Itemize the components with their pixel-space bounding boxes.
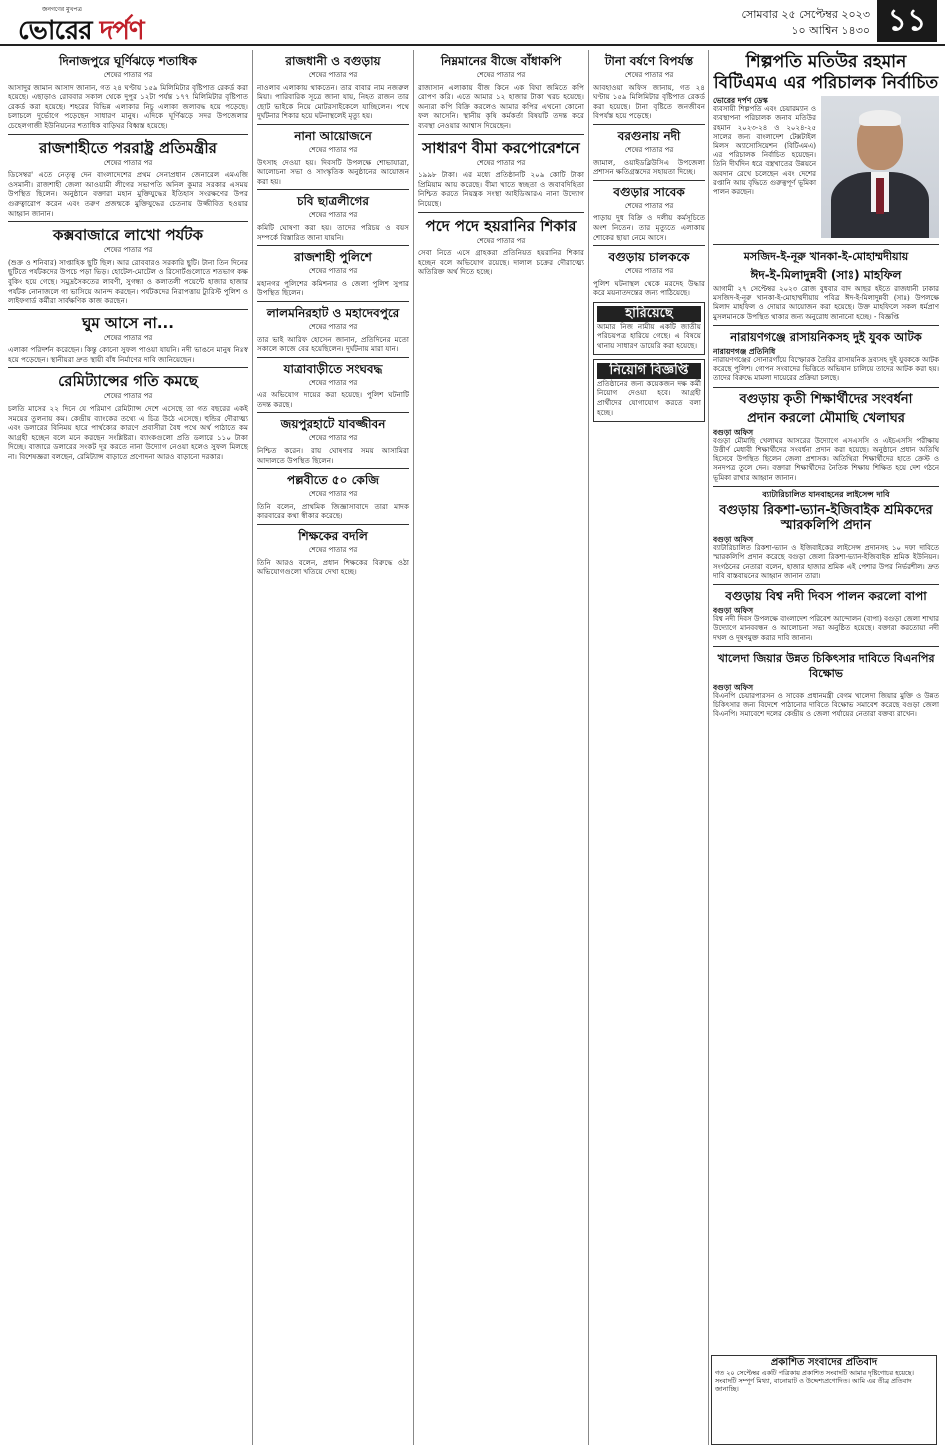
column-3 [418, 50, 584, 1445]
article-body: পুলিশ ঘটনাস্থল থেকে মরদেহ উদ্ধার করে ময়নাতদন্তের জন্য পাঠিয়েছে। [593, 278, 705, 298]
article-body: আবহাওয়া অফিস জানায়, গত ২৪ ঘণ্টায় ১৫৯ মিলিমিটার বৃষ্টিপাত রেকর্ড করা হয়েছে। টানা বৃষ্টিতে জনজীবন বিপর্যস্ত হয়ে পড়েছে। [593, 82, 705, 121]
continuation-label: শেষের পাতার পর [103, 333, 153, 342]
article-body: বগুড়া মৌমাছি খেলাঘর আসরের উদ্যোগে এসএসসি ও এইচএসসি পরীক্ষায় উত্তীর্ণ মেধাবী শিক্ষার্থীদের সংবর্ধনা প্রদান করা হয়েছে। অনুষ্ঠানে প্রধান অতিথি হিসেবে উপস্থিত ছিলেন জেলা প্রশাসক। অতিথিরা শিক্ষার্থীদের হাতে ক্রেস্ট ও সনদপত্র তুলে দেন। বক্তারা শিক্ষার্থীদের নৈতিক শিক্ষায় শিক্ষিত হয়ে দেশ গঠনে ভূমিকা রাখার আহ্বান জানান। [713, 436, 939, 482]
headline[interactable]: বগুড়ার সাবেক [613, 184, 685, 199]
headline[interactable]: লালমনিরহাট ও মহাদেবপুরে [266, 305, 400, 320]
article-body: (শুক্র ও শনিবার) সাপ্তাহিক ছুটি ছিল। আর রোববারও সরকারি ছুটি। টানা তিন দিনের ছুটিতে পর্যটকদের উপচে পড়া ভিড়। হোটেল-মোটেল ও রিসোর্টগুলোতে শতভাগ কক্ষ বুকিং হয়ে গেছে। সমুদ্রসৈকতের লাবণী, সুগন্ধা ও কলাতলী পয়েন্টে হাজার হাজার পর্যটক নোনাজলে গা ভাসিয়ে আনন্দ করছেন। পর্যটকদের নিরাপত্তায় ট্যুরিস্ট পুলিশ ও লাইফগার্ড কর্মীরা সার্বক্ষণিক কাজ করছেন। [8, 257, 248, 306]
headline[interactable]: রাজশাহীতে পররাষ্ট্র প্রতিমন্ত্রীর [39, 138, 217, 157]
divider [713, 325, 939, 326]
headline[interactable]: পল্লবীতে ৫০ কেজি [287, 473, 379, 488]
protest-notice-box [711, 1355, 937, 1445]
divider [713, 486, 939, 487]
byline: নারায়ণগঞ্জ প্রতিনিধি [713, 346, 776, 356]
column-divider [588, 50, 589, 1445]
article-body: পাড়ায় দুধ বিক্রি ও দলীয় কর্মসূচিতে অংশ নিতেন। তার মৃত্যুতে এলাকায় শোকের ছায়া নেমে আসে। [593, 213, 705, 242]
article-body: এলাকা পরিদর্শন করেছেন। কিন্তু কোনো সুফল পাওয়া যায়নি। নদী ভাঙনে মানুষ নিঃস্ব হয়ে পড়েছেন। স্থানীয়রা দ্রুত স্থায়ী বাঁধ নির্মাণের দাবি জানিয়েছেন। [8, 345, 248, 364]
continuation-label: শেষের পাতার পর [103, 71, 153, 79]
article-body: চলতি মাসের ২২ দিনে যে পরিমাণ রেমিট্যান্স দেশে এসেছে তা গত বছরের একই সময়ের তুলনায় কম। কেন্দ্রীয় ব্যাংকের তথ্যে এ চিত্র উঠে এসেছে। হুন্ডির দৌরাত্ম্য এবং ডলারের বিনিময় হারে পার্থক্যের কারণে প্রবাসীরা বৈধ পথে অর্থ পাঠাতে কম আগ্রহী হচ্ছেন বলে মনে করছেন সংশ্লিষ্টরা। ব্যাংকগুলো প্রতি ডলারে ১১০ টাকা দিচ্ছে। বাজারে ডলারের সংকট দূর করতে নানা উদ্যোগ নেওয়া হলেও সুফল মিলছে না। বিশেষজ্ঞরা বলছেন, রেমিট্যান্স বাড়াতে প্রণোদনা আরও বাড়ানো দরকার। [8, 404, 248, 462]
article-body: ডিসেম্বর' এতে নেতৃত্ব দেন বাংলাদেশের প্রথম সেনাপ্রধান জেনারেল এমএজি ওসমানী। রাজশাহী জেলা আওয়ামী লীগের সভাপতি অনিল কুমার সরকার এসময় উপস্থিত ছিলেন। অনুষ্ঠানে বক্তারা মহান মুক্তিযুদ্ধের ইতিহাস সংরক্ষণের উপর গুরুত্বারোপ করেন এবং তরুণ প্রজন্মকে মুক্তিযুদ্ধের চেতনায় উজ্জীবিত হওয়ার আহ্বান জানান। [8, 170, 248, 218]
article-body: ব্যবসায়ী শিল্পপতি এবং চেয়ারম্যান ও ব্যবস্থাপনা পরিচালক জনাব মতিউর রহমান ২০২৩-২৪ ও ২০২৪-২৫ সালের জন্য বাংলাদেশ টেক্সটাইল মিলস অ্যাসোসিয়েশন (বিটিএমএ) এর পরিচালক নির্বাচিত হয়েছেন। তিনি দীর্ঘদিন ধরে বস্ত্রখাতের উন্নয়নে অবদান রেখে চলেছেন এবং দেশের রপ্তানি আয় বৃদ্ধিতে গুরুত্বপূর্ণ ভূমিকা পালন করছেন। [713, 105, 816, 197]
divider [8, 367, 248, 368]
headline[interactable]: রেমিট্যান্সের গতি কমছে [58, 372, 198, 391]
byline: বগুড়া অফিস [713, 682, 754, 692]
divider [257, 468, 409, 469]
headline[interactable]: দিনাজপুরে ঘূর্ণিঝড়ে শতাধিক [59, 54, 197, 68]
continuation-label: শেষের পাতার পর [103, 246, 153, 255]
lost-notice-title: হারিয়েছে [597, 306, 701, 322]
headline[interactable]: খালেদা জিয়ার উন্নত চিকিৎসার দাবিতে বিএনপির বিক্ষোভ [717, 651, 935, 680]
divider [257, 301, 409, 302]
continuation-label: শেষের পাতার পর [624, 145, 674, 154]
divider [257, 245, 409, 246]
date-gregorian: সোমবার ২৫ সেপ্টেম্বর ২০২৩ [741, 8, 870, 21]
continuation-label: শেষের পাতার পর [308, 490, 358, 499]
continuation-label: শেষের পাতার পর [476, 236, 526, 245]
recruitment-box [593, 359, 705, 422]
protest-notice-body: গত ২০ সেপ্টেম্বর একটি পত্রিকায় প্রকাশিত সংবাদটি আমার দৃষ্টিগোচর হয়েছে। সংবাদটি সম্পূর্ণ মিথ্যা, বানোয়াট ও উদ্দেশ্যপ্রণোদিত। আমি এর তীব্র প্রতিবাদ জানাচ্ছি। [715, 1369, 914, 1393]
headline[interactable]: বগুড়ায় কৃতী শিক্ষার্থীদের সংবর্ধনা [739, 391, 913, 407]
headline[interactable]: শিক্ষকের বদলি [298, 529, 368, 544]
headline[interactable]: টানা বর্ষণে বিপর্যস্ত [604, 54, 694, 68]
article-body: রাজাসান এলাকায় বীজ কিনে এক বিঘা জমিতে কপি রোপণ করি। এতে আমার ১২ হাজার টাকা খরচ হয়েছে। অন্যরা কপি বিক্রি করলেও আমার কপির এখনো কোনো ফল আসেনি। স্থানীয় কৃষি কর্মকর্তা বিষয়টি তদন্ত করে ব্যবস্থা নেওয়ার আশ্বাস দিয়েছেন। [418, 82, 584, 130]
column-divider [708, 50, 709, 1445]
protest-notice-title: প্রকাশিত সংবাদের প্রতিবাদ [770, 1357, 878, 1368]
article-body: ১৯৯৮ টাকা। এর মধ্যে প্রতিষ্ঠানটি ২০৯ কোটি টাকা প্রিমিয়াম আয় করেছে। বীমা খাতে স্বচ্ছতা ও জবাবদিহিতা নিশ্চিত করতে নিয়ন্ত্রক সংস্থা আইডিআরএ নানা উদ্যোগ নিয়েছে। [418, 170, 584, 208]
divider [713, 646, 939, 647]
divider [593, 124, 705, 125]
divider [257, 412, 409, 413]
continuation-label: শেষের পাতার পর [624, 201, 674, 210]
article-body: এর অভিযোগ দায়ের করা হয়েছে। পুলিশ ঘটনাটি তদন্ত করছে। [257, 390, 409, 409]
divider [257, 189, 409, 190]
newspaper-logo[interactable] [18, 10, 144, 54]
continuation-label: শেষের পাতার পর [308, 145, 358, 154]
recruitment-title: নিয়োগ বিজ্ঞপ্তি [597, 363, 701, 379]
article-body: উৎসাহ দেওয়া হয়। দিবসটি উপলক্ষে শোভাযাত্রা, আলোচনা সভা ও সাংস্কৃতিক অনুষ্ঠানের আয়োজন করা হয়। [257, 157, 409, 186]
continuation-label: শেষের পাতার পর [308, 322, 358, 331]
byline: বগুড়া অফিস [713, 535, 754, 545]
continuation-label: শেষের পাতার পর [103, 392, 153, 401]
article-body: আসাদুর জামান আসাদ জানান, গত ২৪ ঘণ্টায় ১৫৯ মিলিমিটার বৃষ্টিপাত রেকর্ড করা হয়েছে। এছাড়াও রোববার সকাল থেকে দুপুর ১২টা পর্যন্ত ১৭৭ মিলিমিটার বৃষ্টিপাত রেকর্ড করা হয়েছে। শহরের বিভিন্ন এলাকার নিচু এলাকা জলাবদ্ধ হয়ে পড়েছে। চলাচলে দুর্ভোগে পড়েছেন সাধারণ মানুষ। এদিকে ঘূর্ণিঝড়ে সদর উপজেলার চেহেলগাজী ইউনিয়নের শতাধিক বাড়িঘর বিধ্বস্ত হয়েছে। [8, 82, 248, 130]
lost-notice-box [593, 302, 705, 355]
kicker: ব্যাটারিচালিত যানবাহনের লাইসেন্স দাবি [762, 488, 890, 499]
divider [593, 245, 705, 246]
continuation-label: শেষের পাতার পর [308, 434, 358, 443]
headline[interactable]: ঈদ-ই-মিলাদুন্নবী (সাঃ) মাহফিল [750, 268, 902, 282]
article-body: তিনি আরও বলেন, প্রধান শিক্ষকের বিরুদ্ধে ওঠা অভিযোগগুলো খতিয়ে দেখা হচ্ছে। [257, 557, 409, 577]
divider [257, 124, 409, 125]
column-2 [257, 50, 409, 1445]
divider [8, 221, 248, 222]
column-4 [593, 50, 705, 1445]
headline[interactable]: জয়পুরহাটে যাবজ্জীবন [280, 417, 386, 432]
continuation-label: শেষের পাতার পর [476, 71, 526, 79]
article-body: ব্যাটারিচালিত রিকশা-ভ্যান ও ইজিবাইকের লাইসেন্স প্রদানসহ ১০ দফা দাবিতে স্মারকলিপি প্রদান করেছে বগুড়া জেলা রিকশা-ভ্যান-ইজিবাইক শ্রমিক ইউনিয়ন। সংগঠনের নেতারা বলেন, হাজার হাজার শ্রমিক এই পেশার উপর নির্ভরশীল। দ্রুত দাবি বাস্তবায়নের আহ্বান জানান তারা। [713, 544, 939, 580]
headline[interactable]: বগুড়ায় বিশ্ব নদী দিবস পালন করলো বাপা [725, 589, 927, 604]
article-body: সেবা নিতে এসে গ্রাহকরা প্রতিনিয়ত হয়রানির শিকার হচ্ছেন বলে অভিযোগ রয়েছে। দালাল চক্রের দৌরাত্ম্যে অতিরিক্ত অর্থ দিতে হচ্ছে। [418, 248, 584, 277]
divider [418, 134, 584, 135]
brand-tagline: জনগণের মুখপত্র [42, 6, 82, 13]
divider [713, 244, 939, 245]
headline[interactable]: সাধারণ বীমা করপোরেশনে [422, 138, 580, 157]
brand-part-1: ভোরের [18, 16, 92, 46]
article-body: নিশ্চিত করেন। রায় ঘোষণার সময় আসামিরা আদালতে উপস্থিত ছিলেন। [257, 446, 409, 465]
continuation-label: শেষের পাতার পর [308, 267, 358, 276]
article-body: জামাল, ওয়াইডব্লিউসিএ উপজেলা প্রশাসন ক্ষতিগ্রস্তদের সহায়তা দিচ্ছে। [593, 157, 705, 177]
byline: ভোরের দর্পণ ডেস্ক [713, 96, 768, 105]
lost-notice-body: আমার নিজ নামীয় একটি জাতীয় পরিচয়পত্র হারিয়ে গেছে। এ বিষয়ে থানায় সাধারণ ডায়েরি করা হয়েছে। [597, 321, 701, 350]
continuation-label: শেষের পাতার পর [624, 267, 674, 276]
divider [713, 387, 939, 388]
headline[interactable]: রাজশাহী পুলিশে [294, 250, 372, 265]
article-body: মহানগর পুলিশের কমিশনার ও জেলা পুলিশ সুপার উপস্থিত ছিলেন। [257, 278, 409, 298]
byline: বগুড়া অফিস [713, 427, 754, 437]
divider [593, 180, 705, 181]
headline[interactable]: রাজধানী ও বগুড়ায় [285, 54, 381, 68]
article-body: নাওলাব এলাকায় থাকতেন। তার বাবার নাম নজরুল মিয়া। পারিবারিক সূত্রে জানা যায়, নিহত রাজন তার ছোট ভাইকে নিয়ে মোটরসাইকেলে যাচ্ছিলেন। পথে দুর্ঘটনার শিকার হয়ে ঘটনাস্থলেই মৃত্যু হয়। [257, 82, 409, 121]
lead-headline[interactable]: শিল্পপতি মতিউর রহমান বিটিএমএ এর পরিচালক নির্বাচিত [713, 52, 939, 93]
divider [418, 212, 584, 213]
continuation-label: শেষের পাতার পর [476, 158, 526, 167]
article-body: নারায়ণগঞ্জের সোনারগাঁয়ে বিস্ফোরক তৈরির রাসায়নিক দ্রব্যসহ দুই যুবককে আটক করেছে পুলিশ। গোপন সংবাদের ভিত্তিতে অভিযান চালিয়ে তাদের আটক করা হয়। তাদের বিরুদ্ধে মামলা দায়েরের প্রক্রিয়া চলছে। [713, 356, 939, 383]
divider [257, 357, 409, 358]
headline[interactable]: চবি ছাত্রলীগের [297, 194, 369, 209]
article-body: কমিটি ঘোষণা করা হয়। তাদের পরিচয় ও বয়স সম্পর্কে বিস্তারিত জানা যায়নি। [257, 222, 409, 242]
continuation-label: শেষের পাতার পর [103, 158, 153, 167]
headline[interactable]: যাত্রাবাড়ীতে সংঘবদ্ধ [283, 361, 383, 376]
continuation-label: শেষের পাতার পর [308, 546, 358, 555]
article-body: বিএনপি চেয়ারপারসন ও সাবেক প্রধানমন্ত্রী বেগম খালেদা জিয়ার মুক্তি ও উন্নত চিকিৎসার জন্য বিদেশে পাঠানোর দাবিতে বিক্ষোভ সমাবেশ করেছে বগুড়া জেলা বিএনপি। সমাবেশে দলের কেন্দ্রীয় ও জেলা পর্যায়ের নেতারা বক্তব্য রাখেন। [713, 692, 939, 719]
divider [713, 584, 939, 585]
recruitment-body: প্রতিষ্ঠানের জন্য কয়েকজন দক্ষ কর্মী নিয়োগ দেওয়া হবে। আগ্রহী প্রার্থীদের যোগাযোগ করতে বলা হচ্ছে। [597, 378, 701, 417]
headline[interactable]: বগুড়ায় চালককে [608, 250, 690, 265]
continuation-label: শেষের পাতার পর [308, 71, 358, 79]
continuation-label: শেষের পাতার পর [624, 71, 674, 79]
masthead [0, 0, 945, 46]
divider [8, 309, 248, 310]
article-body: তিনি বলেন, প্রাথমিক জিজ্ঞাসাবাদে তারা মাদক কারবারের কথা স্বীকার করেছে। [257, 501, 409, 521]
article-body: বিশ্ব নদী দিবস উপলক্ষে বাংলাদেশ পরিবেশ আন্দোলন (বাপা) বগুড়া জেলা শাখার উদ্যোগে মানববন্ধন ও আলোচনা সভা অনুষ্ঠিত হয়েছে। বক্তারা করতোয়া নদী দখল ও দূষণমুক্ত করার দাবি জানান। [713, 615, 939, 642]
column-divider [252, 50, 253, 1445]
byline: বগুড়া অফিস [713, 606, 754, 616]
headline[interactable]: বগুড়ায় রিকশা-ভ্যান-ইজিবাইক শ্রমিকদের স্মারকলিপি প্রদান [719, 503, 933, 534]
right-section [713, 50, 939, 1350]
article-body: আগামী ২৭ সেপ্টেম্বর ২০২৩ রোজ বুধবার বাদ আছর হইতে রাজধানী ঢাকার মসজিদ-ই-নূরু খানকা-ই-মোহাম্মদীয়ায় পবিত্র ঈদ-ই-মিলাদুন্নবী (সাঃ) উপলক্ষে মিলাদ মাহফিল ও দোয়ার আয়োজন করা হয়েছে। উক্ত মাহফিলে সকল ধর্মপ্রাণ মুসলমানকে উপস্থিত থাকার জন্য অনুরোধ জানানো হচ্ছে। - বিজ্ঞপ্তি [713, 285, 939, 321]
column-divider [413, 50, 414, 1445]
headline[interactable]: পদে পদে হয়রানির শিকার [425, 216, 577, 235]
portrait-photo [821, 96, 939, 238]
page-number: ১১ [877, 0, 937, 42]
headline[interactable]: নানা আয়োজনে [294, 128, 372, 143]
headline[interactable]: ঘুম আসে না... [82, 313, 174, 332]
headline[interactable]: নারায়ণগঞ্জে রাসায়নিকসহ দুই যুবক আটক [730, 329, 922, 344]
headline[interactable]: নিম্নমানের বীজে বাঁধাকপি [440, 54, 562, 68]
article-body: তার ভাই আরিফ হোসেন জানান, প্রতিদিনের মতো সকালে কাজে বের হয়েছিলেন। দুর্ঘটনায় মারা যান। [257, 334, 409, 354]
brand-part-2: দর্পণ [91, 16, 144, 46]
headline[interactable]: কক্সবাজারে লাখো পর্যটক [53, 226, 203, 245]
headline[interactable]: মসজিদ-ই-নূরু খানকা-ই-মোহাম্মদীয়ায় [743, 250, 909, 263]
column-1 [8, 50, 248, 1445]
divider [8, 134, 248, 135]
divider [257, 524, 409, 525]
headline[interactable]: প্রদান করলো মৌমাছি খেলাঘর [747, 410, 905, 426]
headline[interactable]: বরগুনায় নদী [617, 128, 681, 143]
date-bangla: ১০ আশ্বিন ১৪৩০ [791, 24, 870, 37]
continuation-label: শেষের পাতার পর [308, 211, 358, 220]
continuation-label: শেষের পাতার পর [308, 378, 358, 387]
